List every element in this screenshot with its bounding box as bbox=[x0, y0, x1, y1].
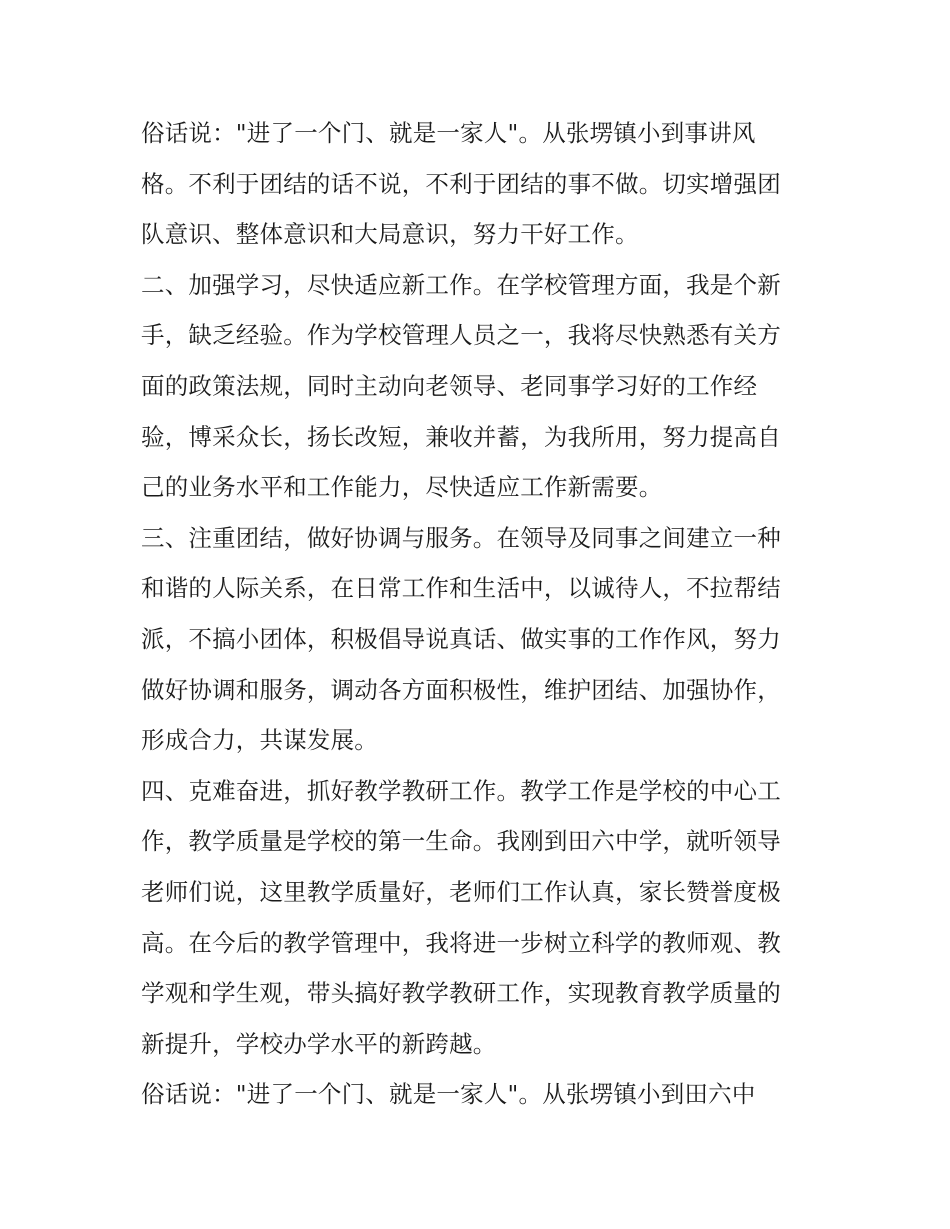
text-line: 做好协调和服务，调动各方面积极性，维护团结、加强协作， bbox=[141, 675, 781, 704]
text-line: 格。不利于团结的话不说，不利于团结的事不做。切实增强团 bbox=[141, 169, 781, 198]
text-line: 己的业务水平和工作能力，尽快适应工作新需要。 bbox=[141, 473, 663, 502]
text-line: 老师们说，这里教学质量好，老师们工作认真，家长赞誉度极 bbox=[141, 877, 781, 906]
text-line: 三、注重团结，做好协调与服务。在领导及同事之间建立一种 bbox=[141, 523, 781, 552]
text-line: 四、克难奋进，抓好教学教研工作。教学工作是学校的中心工 bbox=[141, 776, 781, 805]
document-body bbox=[141, 108, 821, 1120]
text-line: 派，不搞小团体，积极倡导说真话、做实事的工作作风，努力 bbox=[141, 624, 781, 653]
text-line: 形成合力，共谋发展。 bbox=[141, 726, 378, 755]
text-line: 和谐的人际关系，在日常工作和生活中，以诚待人，不拉帮结 bbox=[141, 574, 781, 603]
text-line: 作，教学质量是学校的第一生命。我刚到田六中学，就听领导 bbox=[141, 827, 781, 856]
text-line: 高。在今后的教学管理中，我将进一步树立科学的教师观、教 bbox=[141, 928, 781, 957]
text-line: 队意识、整体意识和大局意识，努力干好工作。 bbox=[141, 220, 639, 249]
text-line: 学观和学生观，带头搞好教学教研工作，实现教育教学质量的 bbox=[141, 979, 781, 1008]
text-line: 俗话说："进了一个门、就是一家人"。从张塄镇小到田六中 bbox=[141, 1080, 756, 1109]
text-line: 俗话说："进了一个门、就是一家人"。从张塄镇小到事讲风 bbox=[141, 119, 756, 147]
text-line: 面的政策法规，同时主动向老领导、老同事学习好的工作经 bbox=[141, 371, 758, 400]
text-line: 二、加强学习，尽快适应新工作。在学校管理方面，我是个新 bbox=[141, 270, 781, 299]
text-line: 验，博采众长，扬长改短，兼收并蓄，为我所用，努力提高自 bbox=[141, 422, 781, 451]
text-line: 手，缺乏经验。作为学校管理人员之一，我将尽快熟悉有关方 bbox=[141, 321, 781, 350]
text-line: 新提升，学校办学水平的新跨越。 bbox=[141, 1029, 497, 1058]
